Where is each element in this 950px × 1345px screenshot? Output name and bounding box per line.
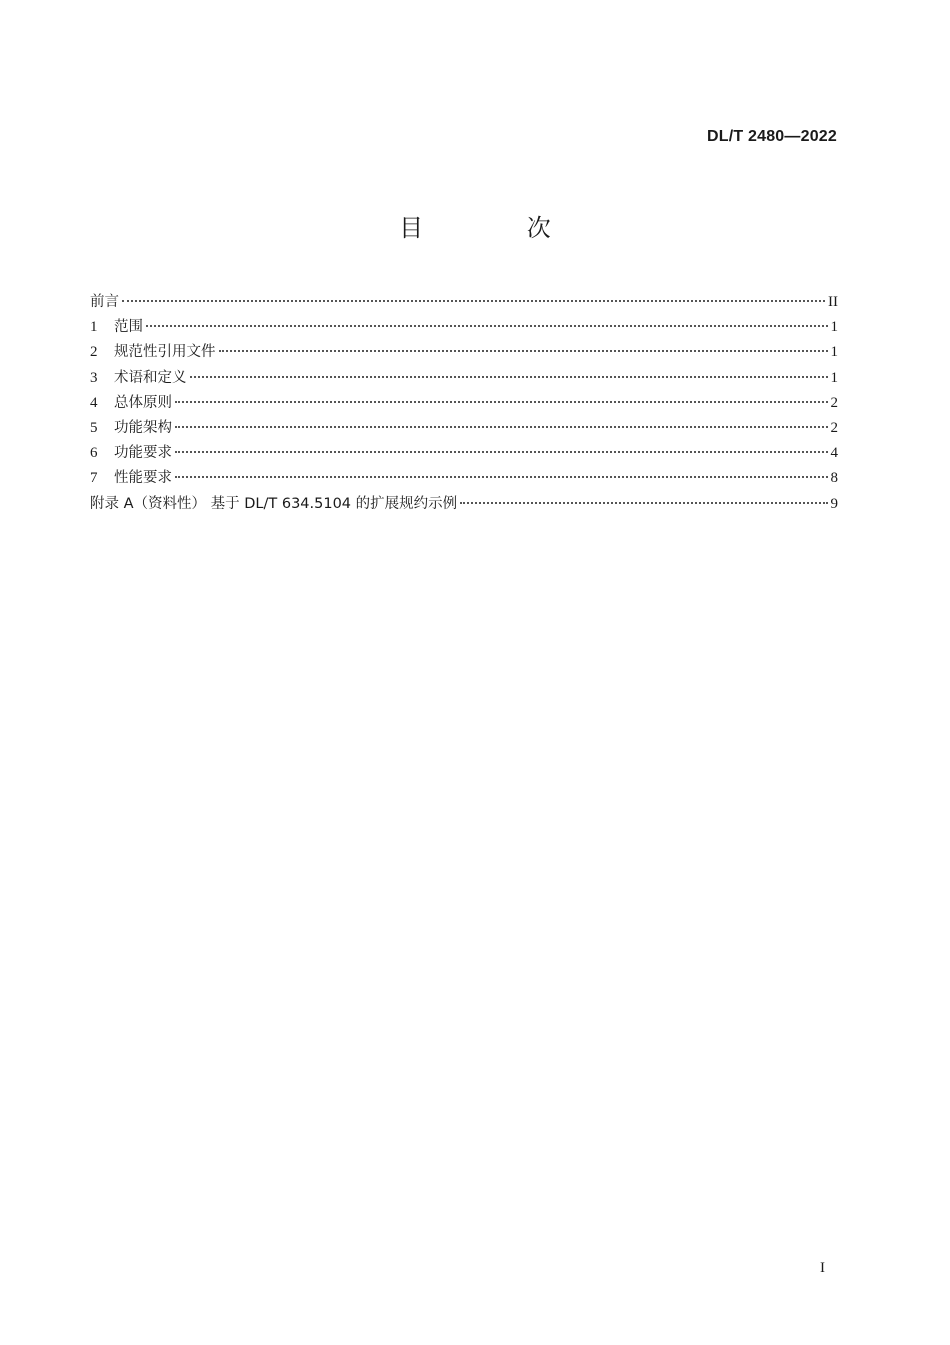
toc-entry-4[interactable] [90,391,838,416]
dot-leader [190,376,828,378]
toc-entry-page: 9 [830,495,838,512]
toc-entry-number: 4 [90,394,98,411]
toc-entry-2[interactable] [90,340,838,365]
toc-entry-7[interactable] [90,466,838,491]
table-of-contents [90,290,838,517]
toc-entry-text: 范围 [114,319,143,336]
dot-leader [460,502,827,504]
toc-entry-6[interactable] [90,441,838,466]
toc-entry-page: 2 [830,394,838,411]
toc-entry-page: 2 [830,419,838,436]
toc-entry-1[interactable] [90,315,838,340]
toc-entry-3[interactable] [90,366,838,391]
toc-entry-text: 规范性引用文件 [114,344,216,361]
page-number: I [820,1260,825,1276]
toc-entry-number: 6 [90,445,98,462]
toc-entry-page: 8 [830,470,838,487]
toc-entry-text: 功能架构 [114,419,172,436]
toc-entry-page: 1 [830,369,838,386]
page-title: 目 次 [399,214,599,242]
toc-entry-number: 5 [90,419,98,436]
toc-entry-page: 4 [830,445,838,462]
toc-entry-text: 总体原则 [114,394,172,411]
toc-entry-page: II [828,294,838,310]
toc-entry-text: 术语和定义 [114,369,187,386]
dot-leader [175,476,828,478]
toc-entry-text: 功能要求 [114,445,172,462]
toc-entry-appendix-a[interactable] [90,492,838,517]
toc-entry-text: 性能要求 [114,470,172,487]
toc-entry-page: 1 [830,319,838,336]
document-code: DL/T 2480—2022 [707,128,837,145]
toc-entry-number: 2 [90,344,98,361]
toc-entry-page: 1 [830,344,838,361]
toc-entry-foreword[interactable] [90,290,838,315]
dot-leader [175,451,828,453]
toc-entry-5[interactable] [90,416,838,441]
toc-entry-number: 7 [90,470,98,487]
dot-leader [122,300,825,302]
toc-entry-number: 1 [90,319,98,336]
toc-entry-number: 3 [90,369,98,386]
dot-leader [219,350,828,352]
toc-entry-text: 附录 A（资料性） 基于 DL/T 634.5104 的扩展规约示例 [90,495,458,512]
dot-leader [175,426,828,428]
toc-entry-text: 前言 [90,294,119,310]
dot-leader [175,401,828,403]
dot-leader [146,325,828,327]
